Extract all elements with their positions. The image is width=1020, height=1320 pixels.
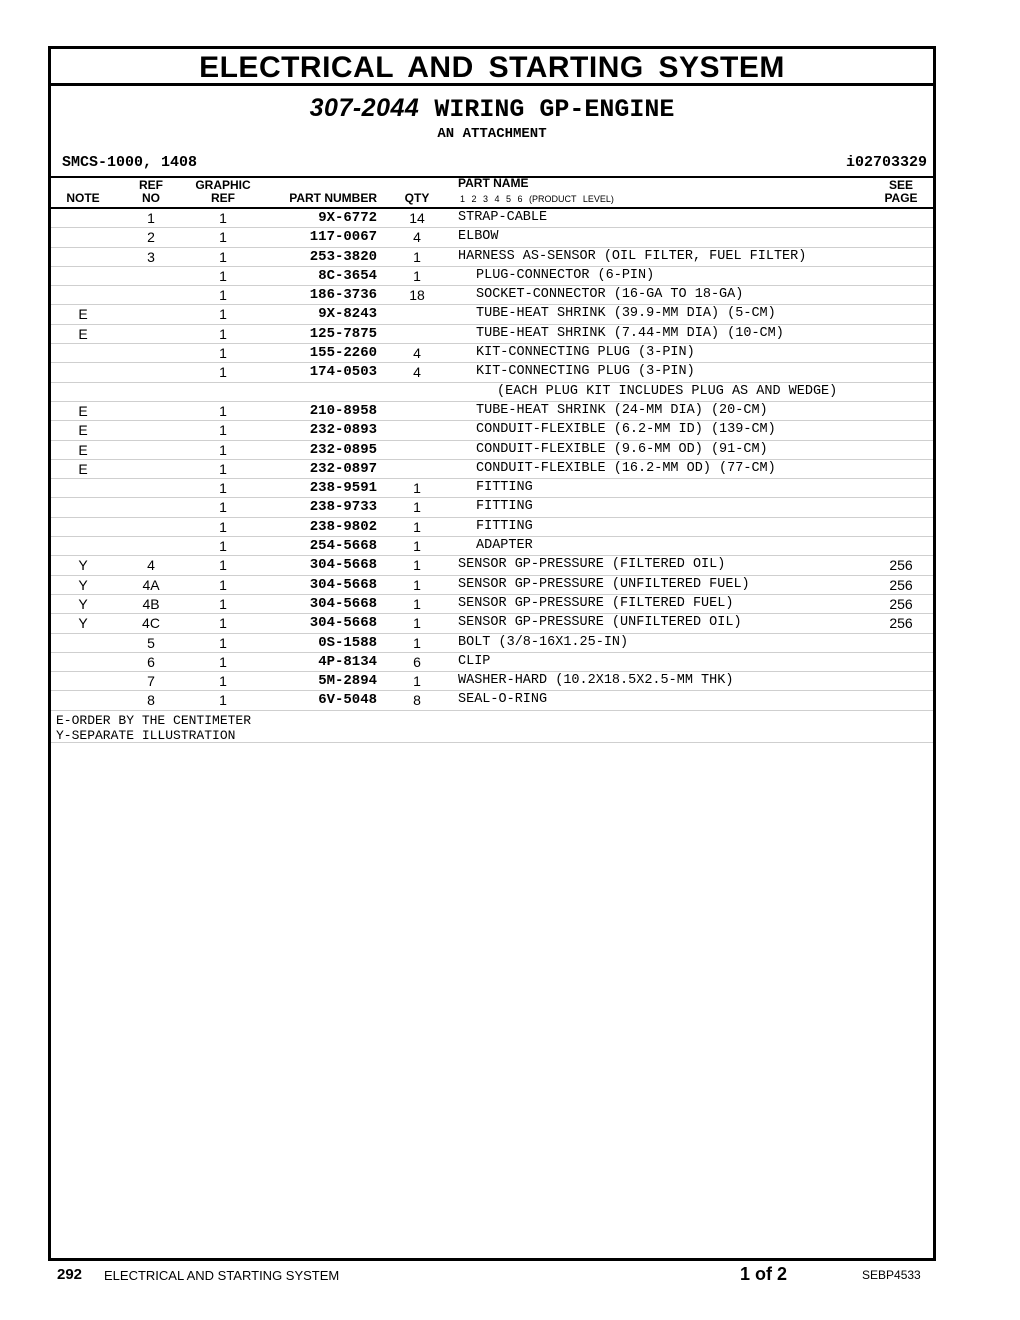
row-part-name: KIT-CONNECTING PLUG (3-PIN) xyxy=(476,345,695,361)
page-title: ELECTRICAL AND STARTING SYSTEM xyxy=(51,49,933,86)
row-qty: 1 xyxy=(413,615,421,632)
row-graphic-ref: 1 xyxy=(219,673,227,690)
row-graphic-ref: 1 xyxy=(219,364,227,381)
row-graphic-ref: 1 xyxy=(219,460,227,477)
row-part-name: CONDUIT-FLEXIBLE (6.2-MM ID) (139-CM) xyxy=(476,422,776,438)
row-part-name: FITTING xyxy=(476,499,533,515)
row-part-number: 232-0893 xyxy=(309,422,377,439)
row-qty: 4 xyxy=(413,345,421,362)
table-row xyxy=(51,498,933,517)
table-row xyxy=(51,634,933,653)
row-qty: 1 xyxy=(413,267,421,284)
row-note: E xyxy=(78,441,88,458)
row-part-number: 9X-6772 xyxy=(318,210,377,226)
row-ref-no: 1 xyxy=(147,210,155,226)
row-qty: 4 xyxy=(413,229,421,246)
row-qty: 8 xyxy=(413,692,421,709)
parts-table-body xyxy=(51,209,933,711)
row-graphic-ref: 1 xyxy=(219,615,227,632)
row-qty: 1 xyxy=(413,480,421,497)
row-graphic-ref: 1 xyxy=(219,248,227,265)
row-part-name: STRAP-CABLE xyxy=(458,210,548,225)
footer-page-number: 292 xyxy=(57,1266,83,1283)
row-part-number: 304-5668 xyxy=(309,557,377,574)
row-note: E xyxy=(78,306,88,323)
row-part-name: PLUG-CONNECTOR (6-PIN) xyxy=(476,267,655,283)
row-qty: 1 xyxy=(413,499,421,516)
row-graphic-ref: 1 xyxy=(219,557,227,574)
row-part-number: 238-9802 xyxy=(309,518,377,535)
row-ref-no: 4 xyxy=(147,557,155,574)
row-note: E xyxy=(78,422,88,439)
row-ref-no: 4B xyxy=(142,595,160,612)
col-part-name: PART NAME xyxy=(458,176,529,190)
col-see-page-line1: SEE xyxy=(888,178,913,192)
row-graphic-ref: 1 xyxy=(219,634,227,651)
row-part-number: 232-0895 xyxy=(309,441,377,458)
row-qty: 1 xyxy=(413,538,421,555)
row-part-number: 155-2260 xyxy=(309,345,377,362)
row-ref-no: 8 xyxy=(147,692,155,709)
col-qty: QTY xyxy=(404,191,430,205)
note-e: E-ORDER BY THE CENTIMETER xyxy=(56,712,252,728)
illustration-id: i02703329 xyxy=(845,154,927,171)
row-qty: 1 xyxy=(413,634,421,651)
row-see-page: 256 xyxy=(889,576,913,593)
row-graphic-ref: 1 xyxy=(219,538,227,555)
col-graphic-ref-line1: GRAPHIC xyxy=(195,178,251,192)
row-part-name: CONDUIT-FLEXIBLE (16.2-MM OD) (77-CM) xyxy=(476,460,776,476)
column-headers xyxy=(51,178,933,209)
table-row xyxy=(51,228,933,247)
row-part-number: 0S-1588 xyxy=(318,634,377,651)
row-part-name: WASHER-HARD (10.2X18.5X2.5-MM THK) xyxy=(458,673,734,689)
col-see-page-line2: PAGE xyxy=(884,191,918,205)
table-row xyxy=(51,576,933,595)
row-graphic-ref: 1 xyxy=(219,267,227,284)
row-part-name: TUBE-HEAT SHRINK (39.9-MM DIA) (5-CM) xyxy=(476,306,776,322)
row-part-name: SOCKET-CONNECTOR (16-GA TO 18-GA) xyxy=(476,287,744,303)
row-part-name: (EACH PLUG KIT INCLUDES PLUG AS AND WEDGE) xyxy=(497,383,838,399)
row-see-page: 256 xyxy=(889,595,913,612)
row-note: E xyxy=(78,325,88,342)
table-row xyxy=(51,402,933,421)
row-qty: 1 xyxy=(413,557,421,574)
table-row xyxy=(51,441,933,460)
row-part-name: TUBE-HEAT SHRINK (24-MM DIA) (20-CM) xyxy=(476,402,768,418)
row-note: Y xyxy=(78,557,88,574)
table-row xyxy=(51,653,933,672)
table-row xyxy=(51,267,933,286)
row-graphic-ref: 1 xyxy=(219,499,227,516)
row-qty: 1 xyxy=(413,518,421,535)
table-row xyxy=(51,325,933,344)
group-name: WIRING GP-ENGINE xyxy=(434,95,675,124)
row-part-number: 253-3820 xyxy=(309,248,377,265)
row-part-name: SENSOR GP-PRESSURE (FILTERED OIL) xyxy=(458,557,726,573)
col-ref-no-line2: NO xyxy=(142,191,160,205)
col-note: NOTE xyxy=(66,191,100,205)
row-qty: 1 xyxy=(413,595,421,612)
row-part-name: SENSOR GP-PRESSURE (UNFILTERED FUEL) xyxy=(458,576,750,592)
row-graphic-ref: 1 xyxy=(219,692,227,709)
row-graphic-ref: 1 xyxy=(219,422,227,439)
table-row xyxy=(51,614,933,633)
row-part-name: SENSOR GP-PRESSURE (UNFILTERED OIL) xyxy=(458,615,742,631)
row-note: E xyxy=(78,402,88,419)
row-graphic-ref: 1 xyxy=(219,325,227,342)
row-note: Y xyxy=(78,595,88,612)
table-row xyxy=(51,209,933,228)
row-note: Y xyxy=(78,576,88,593)
smcs-code: SMCS-1000, 1408 xyxy=(62,154,198,171)
row-graphic-ref: 1 xyxy=(219,345,227,362)
table-row xyxy=(51,479,933,498)
table-row xyxy=(51,383,933,402)
row-part-number: 304-5668 xyxy=(309,615,377,632)
row-graphic-ref: 1 xyxy=(219,576,227,593)
row-part-name: SEAL-O-RING xyxy=(458,692,548,708)
row-part-number: 304-5668 xyxy=(309,595,377,612)
row-qty: 6 xyxy=(413,653,421,670)
row-graphic-ref: 1 xyxy=(219,480,227,497)
row-ref-no: 3 xyxy=(147,248,155,265)
row-part-number: 117-0067 xyxy=(309,229,377,246)
footer-doc-id: SEBP4533 xyxy=(862,1268,921,1282)
table-row xyxy=(51,595,933,614)
row-part-number: 238-9591 xyxy=(309,480,377,497)
row-see-page: 256 xyxy=(889,615,913,632)
row-part-number: 174-0503 xyxy=(309,364,377,381)
notes-block xyxy=(51,711,933,743)
row-part-name: ADAPTER xyxy=(476,538,533,554)
row-part-number: 186-3736 xyxy=(309,287,377,304)
row-part-number: 210-8958 xyxy=(309,402,377,419)
col-product-levels: 1 2 3 4 5 6 (PRODUCT LEVEL) xyxy=(460,194,614,204)
row-graphic-ref: 1 xyxy=(219,518,227,535)
row-part-number: 125-7875 xyxy=(309,325,377,342)
row-ref-no: 6 xyxy=(147,653,155,670)
row-graphic-ref: 1 xyxy=(219,287,227,304)
table-row xyxy=(51,537,933,556)
row-see-page: 256 xyxy=(889,557,913,574)
row-part-number: 232-0897 xyxy=(309,460,377,477)
row-qty: 14 xyxy=(409,210,425,226)
row-graphic-ref: 1 xyxy=(219,210,227,226)
row-graphic-ref: 1 xyxy=(219,306,227,323)
table-row xyxy=(51,518,933,537)
row-qty: 1 xyxy=(413,576,421,593)
page-footer xyxy=(0,1266,1020,1290)
row-part-number: 8C-3654 xyxy=(318,267,377,284)
row-note: Y xyxy=(78,615,88,632)
row-part-name: HARNESS AS-SENSOR (OIL FILTER, FUEL FILTER) xyxy=(458,248,807,264)
footer-section: ELECTRICAL AND STARTING SYSTEM xyxy=(104,1268,340,1283)
table-row xyxy=(51,344,933,363)
table-row xyxy=(51,556,933,575)
row-part-name: TUBE-HEAT SHRINK (7.44-MM DIA) (10-CM) xyxy=(476,325,784,341)
row-part-number: 4P-8134 xyxy=(318,653,377,670)
row-qty: 1 xyxy=(413,248,421,265)
footer-sheet: 1 of 2 xyxy=(740,1264,788,1284)
row-part-name: CONDUIT-FLEXIBLE (9.6-MM OD) (91-CM) xyxy=(476,441,768,457)
row-part-number: 304-5668 xyxy=(309,576,377,593)
row-qty: 18 xyxy=(409,287,425,304)
row-part-number: 6V-5048 xyxy=(318,692,377,709)
col-part-number: PART NUMBER xyxy=(289,191,377,205)
row-part-name: FITTING xyxy=(476,480,533,496)
row-ref-no: 4A xyxy=(142,576,160,593)
row-graphic-ref: 1 xyxy=(219,595,227,612)
col-graphic-ref-line2: REF xyxy=(211,191,235,205)
row-graphic-ref: 1 xyxy=(219,441,227,458)
table-row xyxy=(51,363,933,382)
row-part-number: 5M-2894 xyxy=(318,673,377,690)
row-note: E xyxy=(78,460,88,477)
parts-page-frame xyxy=(48,46,936,1261)
col-ref-no-line1: REF xyxy=(139,178,163,192)
group-subtitle: AN ATTACHMENT xyxy=(437,126,547,142)
row-part-name: SENSOR GP-PRESSURE (FILTERED FUEL) xyxy=(458,595,734,611)
row-ref-no: 4C xyxy=(142,615,160,632)
row-ref-no: 7 xyxy=(147,673,155,690)
row-ref-no: 5 xyxy=(147,634,155,651)
table-row xyxy=(51,421,933,440)
row-qty: 1 xyxy=(413,673,421,690)
note-y: Y-SEPARATE ILLUSTRATION xyxy=(56,727,236,743)
row-ref-no: 2 xyxy=(147,229,155,246)
table-row xyxy=(51,691,933,710)
row-qty: 4 xyxy=(413,364,421,381)
group-header xyxy=(51,86,933,178)
row-part-number: 238-9733 xyxy=(309,499,377,516)
row-part-name: KIT-CONNECTING PLUG (3-PIN) xyxy=(476,364,695,380)
row-graphic-ref: 1 xyxy=(219,402,227,419)
table-row xyxy=(51,460,933,479)
row-part-name: ELBOW xyxy=(458,229,499,245)
group-title-line xyxy=(51,94,933,124)
row-part-number: 254-5668 xyxy=(309,538,377,555)
row-graphic-ref: 1 xyxy=(219,653,227,670)
row-part-name: FITTING xyxy=(476,518,533,534)
table-row xyxy=(51,305,933,324)
row-part-name: CLIP xyxy=(458,653,491,669)
table-row xyxy=(51,248,933,267)
row-part-number: 9X-8243 xyxy=(318,306,377,323)
row-part-name: BOLT (3/8-16X1.25-IN) xyxy=(458,634,629,650)
table-row xyxy=(51,286,933,305)
row-graphic-ref: 1 xyxy=(219,229,227,246)
table-row xyxy=(51,672,933,691)
group-number: 307-2044 xyxy=(309,94,420,122)
